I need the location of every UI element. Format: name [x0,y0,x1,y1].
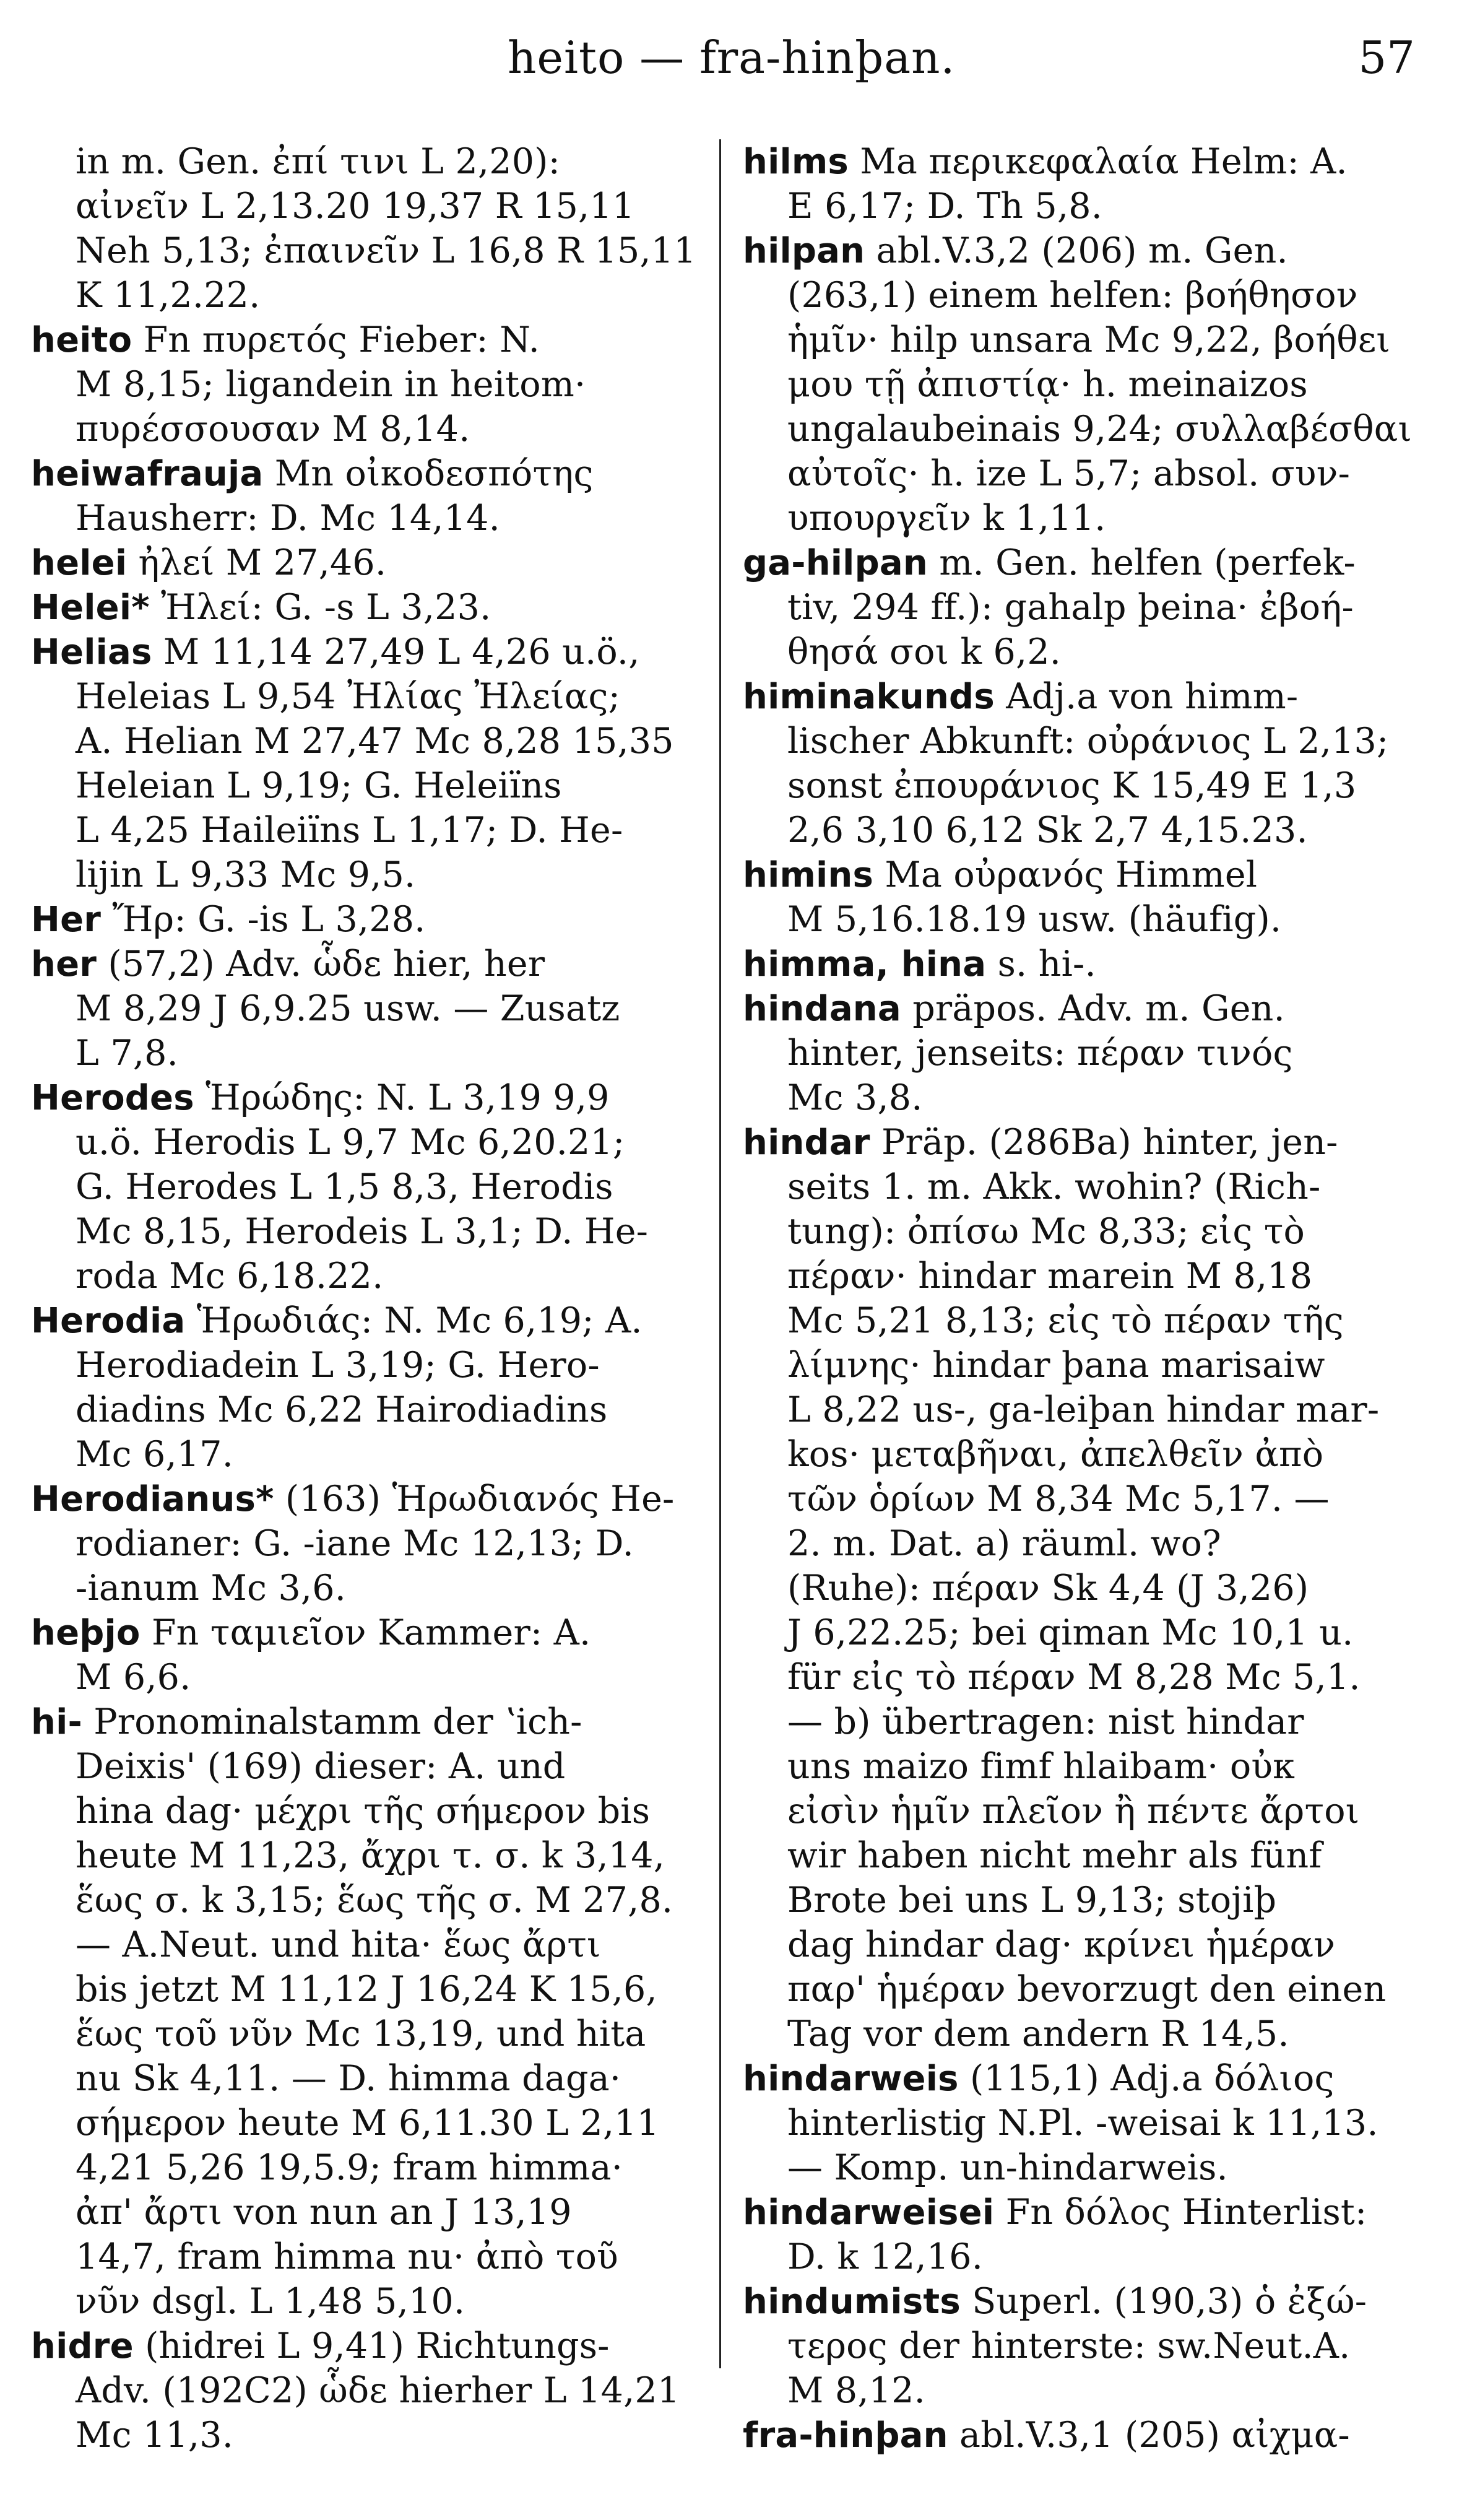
entry-text: ungalaubeinais 9,24; συλλαβέσθαι [787,409,1413,450]
headword: helei [31,543,128,583]
entry-line [31,1254,699,1298]
entry-text: Mc 8,15, Herodeis L 3,1; D. He- [76,1211,649,1252]
entry-text: kos· μεταβῆναι, ἀπελθεῖν ἀπὸ [787,1434,1324,1475]
entry-line [743,719,1442,763]
column-divider [719,139,721,2368]
entry-headline [31,451,699,496]
entry-line [743,763,1442,808]
entry-line [743,897,1442,942]
entry-text: Heleias L 9,54 Ἠλίας Ἠλείας; [76,676,620,717]
entry-line [31,2101,699,2145]
entry-text: hina dag· μέχρι τῆς σήμερον bis [76,1791,651,1831]
entry-line [743,1610,1442,1655]
entry-text: μου τῇ ἀπιστίᾳ· h. meinaizos [787,364,1308,405]
entry-text: M 6,6. [76,1657,191,1698]
entry-line [743,1031,1442,1075]
entry-headline [743,2056,1442,2101]
entry-line [743,1967,1442,2012]
entry-text: lischer Abkunft: οὐράνιος L 2,13; [787,721,1389,762]
entry-line [31,763,699,808]
entry-text: M 5,16.18.19 usw. (häufig). [787,899,1282,940]
headword: hilpan [743,231,865,271]
entry-headline [31,2324,699,2368]
entry-headline [743,853,1442,897]
entry-headline [743,674,1442,719]
entry-text: (163) Ἡρωδιανός He- [274,1479,675,1519]
entry-headline [31,585,699,630]
right-column [743,139,1442,2457]
entry-headline [743,2279,1442,2324]
headword: Helei* [31,588,150,628]
entry-text: sonst ἐπουράνιος K 15,49 E 1,3 [787,765,1357,806]
entry-line [743,1075,1442,1120]
entry-text: A. Helian M 27,47 Mc 8,28 15,35 [76,721,674,762]
entry-text: — Komp. un-hindarweis. [787,2147,1228,2188]
entry-text: ἡμῖν· hilp unsara Mc 9,22, βοήθει [787,319,1390,360]
entry-text: diadins Mc 6,22 Hairodiadins [76,1389,608,1430]
entry-line [743,2012,1442,2056]
entry-line [31,2235,699,2279]
entry-line [743,1388,1442,1432]
entry-line [743,1209,1442,1254]
running-head [0,30,1467,85]
entry-text: Mc 6,17. [76,1434,234,1475]
entry-line [743,1789,1442,1833]
entry-headline [31,318,699,362]
entry-text: Ἠλεί: G. -s L 3,23. [149,587,491,628]
entry-line [743,1521,1442,1566]
entry-text: J 6,22.25; bei qiman Mc 10,1 u. [787,1612,1354,1653]
headword: hilms [743,142,849,182]
headword: Herodes [31,1078,194,1118]
entry-line [743,318,1442,362]
entry-text: πυρέσσουσαν M 8,14. [76,409,470,450]
entry-line [743,2145,1442,2190]
entry-text: πέραν· hindar marein M 8,18 [787,1256,1313,1297]
entry-line [743,585,1442,630]
entry-text: νῦν dsgl. L 1,48 5,10. [76,2281,465,2322]
headword: hindumists [743,2282,961,2322]
entry-line [743,273,1442,318]
entry-headline [31,1700,699,1744]
entry-line [743,1700,1442,1744]
entry-text: Tag vor dem andern R 14,5. [787,2014,1289,2054]
entry-line [31,674,699,719]
entry-text: M 11,14 27,49 L 4,26 u.ö., [152,632,640,672]
entry-text: Präp. (286Ba) hinter, jen- [870,1122,1338,1163]
entry-text: Ἡρώδης: N. L 3,19 9,9 [194,1077,610,1118]
entry-text: -ianum Mc 3,6. [76,1568,347,1609]
entry-text: Adj.a von himm- [994,676,1299,717]
headword: hi- [31,1702,82,1742]
entry-headline [31,1610,699,1655]
entry-text: M 8,29 J 6,9.25 usw. — Zusatz [76,988,620,1029]
entry-headline [31,541,699,585]
entry-headline [743,1120,1442,1165]
entry-headline [743,139,1442,184]
entry-text: αἰνεῖν L 2,13.20 19,37 R 15,11 [76,186,635,227]
entry-text: 14,7, fram himma nu· ἀπὸ τοῦ [76,2236,618,2277]
entry-line [743,1566,1442,1610]
entry-text: Ma οὐρανός Himmel [873,854,1258,895]
entry-line [31,496,699,541]
entry-text: s. hi-. [986,944,1096,984]
entry-headline [31,897,699,942]
entry-text: L 8,22 us-, ga-leiþan hindar mar- [787,1389,1380,1430]
entry-text: ἕως σ. k 3,15; ἕως τῆς σ. M 27,8. [76,1880,673,1921]
entry-line [31,1789,699,1833]
left-column [31,139,699,2457]
entry-line [743,184,1442,228]
entry-line [31,1923,699,1967]
entry-text: präpos. Adv. m. Gen. [901,988,1285,1029]
headword: her [31,944,97,984]
entry-text: — b) übertragen: nist hindar [787,1701,1304,1742]
entry-text: Neh 5,13; ἐπαινεῖν L 16,8 R 15,11 [76,230,696,271]
entry-line [31,808,699,853]
entry-line [31,2279,699,2324]
entry-text: Mc 3,8. [787,1077,923,1118]
entry-line [743,1477,1442,1521]
entry-line [743,1923,1442,1967]
entry-line [31,1566,699,1610]
entry-line [31,1165,699,1209]
entry-text: Heleian L 9,19; G. Heleiïns [76,765,562,806]
entry-text: Ἤρ: G. -is L 3,28. [101,899,426,940]
entry-text: hinter, jenseits: πέραν τινός [787,1033,1293,1074]
entry-line [31,1432,699,1477]
entry-text: λίμνης· hindar þana marisaiw [787,1345,1325,1386]
entry-text: Deixis' (169) dieser: A. und [76,1746,566,1787]
entry-line [31,362,699,407]
entry-line [31,184,699,228]
entry-line [31,1343,699,1388]
entry-line [743,407,1442,451]
entry-line [743,2368,1442,2413]
headword: himinakunds [743,677,995,717]
entry-line [743,1343,1442,1388]
entry-line [31,1744,699,1789]
entry-text: 2,6 3,10 6,12 Sk 2,7 4,15.23. [787,810,1308,851]
entry-line [31,2190,699,2235]
entry-line [31,407,699,451]
entry-line [31,1120,699,1165]
entry-text: in m. Gen. ἐπί τινι L 2,20): [76,141,561,182]
entry-text: tung): ὀπίσω Mc 8,33; εἰς τὸ [787,1211,1305,1252]
entry-line [743,1432,1442,1477]
entry-text: abl.V.3,1 (205) αἰχμα- [948,2415,1350,2456]
entry-text: bis jetzt M 11,12 J 16,24 K 15,6, [76,1969,657,2010]
entry-line [31,2413,699,2457]
entry-line [743,808,1442,853]
entry-line [743,630,1442,674]
entry-text: 2. m. Dat. a) räuml. wo? [787,1523,1221,1564]
entry-line [31,1878,699,1923]
entry-text: nu Sk 4,11. — D. himma daga· [76,2058,621,2099]
entry-line [31,2368,699,2413]
entry-text: Hausherr: D. Mc 14,14. [76,498,500,539]
entry-text: (Ruhe): πέραν Sk 4,4 (J 3,26) [787,1568,1309,1609]
entry-text: m. Gen. helfen (perfek- [927,542,1356,583]
entry-text: uns maizo fimf hlaibam· οὐκ [787,1746,1296,1787]
entry-line [743,1744,1442,1789]
entry-text: Ἡρωδιάς: N. Mc 6,19; A. [185,1300,643,1341]
entry-text: Mn οἰκοδεσπότης [263,453,594,494]
headword: hindana [743,989,901,1029]
entry-text: L 7,8. [76,1033,178,1074]
entry-line [31,139,699,184]
entry-line [743,1878,1442,1923]
headword: himma, hina [743,944,987,984]
headword: fra-hinþan [743,2415,948,2456]
headword: ga-hilpan [743,543,928,583]
entry-line [31,719,699,763]
entry-line [743,451,1442,496]
entry-headline [31,630,699,674]
page-number: 57 [1358,32,1415,84]
entry-headline [31,942,699,986]
entry-line [31,1209,699,1254]
entry-text: Fn δόλος Hinterlist: [994,2192,1367,2233]
entry-text: Brote bei uns L 9,13; stojiþ [787,1880,1277,1921]
entry-text: G. Herodes L 1,5 8,3, Herodis [76,1167,613,1207]
entry-text: θησά σοι k 6,2. [787,632,1062,672]
entry-headline [743,2190,1442,2235]
entry-line [743,1254,1442,1298]
headword: hindarweis [743,2059,959,2099]
entry-text: (115,1) Adj.a δόλιος [958,2058,1335,2099]
entry-headline [743,986,1442,1031]
entry-text: παρ' ἡμέραν bevorzugt den einen [787,1969,1387,2010]
entry-line [743,2235,1442,2279]
page-title: heito — fra-hinþan. [508,32,956,84]
headword: himins [743,855,874,895]
entry-text: lijin L 9,33 Mc 9,5. [76,854,416,895]
entry-line [31,853,699,897]
entry-text: u.ö. Herodis L 9,7 Mc 6,20.21; [76,1122,625,1163]
headword: heito [31,320,132,360]
entry-text: M 8,12. [787,2370,925,2411]
entry-text: (263,1) einem helfen: βοήθησον [787,275,1358,316]
entry-text: υπουργεῖν k 1,11. [787,498,1106,539]
entry-headline [743,541,1442,585]
entry-headline [743,2413,1442,2457]
headword: heþjo [31,1613,141,1653]
entry-text: Fn πυρετός Fieber: N. [132,319,540,360]
entry-text: Herodiadein L 3,19; G. Hero- [76,1345,600,1386]
entry-line [743,1298,1442,1343]
headword: Her [31,900,102,940]
entry-line [743,362,1442,407]
headword: hindar [743,1123,870,1163]
entry-headline [743,942,1442,986]
entry-text: (57,2) Adv. ὧδε hier, her [97,944,545,984]
entry-line [31,1967,699,2012]
entry-line [31,1655,699,1700]
headword: hidre [31,2326,134,2366]
entry-text: Mc 11,3. [76,2415,234,2456]
entry-text: εἰσὶν ἡμῖν πλεῖον ἢ πέντε ἄρτοι [787,1791,1360,1831]
entry-text: Ma περικεφαλαία Helm: A. [848,141,1348,182]
entry-text: Mc 5,21 8,13; εἰς τὸ πέραν τῆς [787,1300,1344,1341]
entry-text: K 11,2.22. [76,275,261,316]
entry-line [31,1388,699,1432]
entry-text: L 4,25 Haileiïns L 1,17; D. He- [76,810,623,851]
entry-headline [31,1075,699,1120]
entry-text: für εἰς τὸ πέραν M 8,28 Mc 5,1. [787,1657,1361,1698]
entry-headline [31,1477,699,1521]
entry-text: τῶν ὁρίων M 8,34 Mc 5,17. — [787,1479,1330,1519]
entry-line [31,2145,699,2190]
entry-text: — A.Neut. und hita· ἕως ἄρτι [76,1924,601,1965]
entry-line [31,1031,699,1075]
entry-line [31,273,699,318]
entry-line [31,986,699,1031]
headword: Herodia [31,1301,186,1341]
entry-line [743,2101,1442,2145]
entry-headline [31,1298,699,1343]
entry-text: rodianer: G. -iane Mc 12,13; D. [76,1523,634,1564]
entry-text: wir haben nicht mehr als fünf [787,1835,1322,1876]
entry-text: ἕως τοῦ νῦν Mc 13,19, und hita [76,2014,646,2054]
headword: heiwafrauja [31,454,264,494]
entry-text: abl.V.3,2 (206) m. Gen. [865,230,1288,271]
entry-text: (hidrei L 9,41) Richtungs- [133,2326,610,2366]
entry-text: τερος der hinterste: sw.Neut.A. [787,2326,1351,2366]
entry-text: tiv, 294 ff.): gahalp þeina· ἐβοή- [787,587,1354,628]
entry-headline [743,228,1442,273]
entry-line [31,2056,699,2101]
entry-text: ἠλεί M 27,46. [127,542,387,583]
entry-line [743,1165,1442,1209]
entry-text: Adv. (192C2) ὧδε hierher L 14,21 [76,2370,680,2411]
entry-text: Fn ταμιεῖον Kammer: A. [140,1612,591,1653]
entry-line [31,1521,699,1566]
entry-text: Superl. (190,3) ὁ ἐξώ- [960,2281,1367,2322]
headword: hindarweisei [743,2192,995,2233]
entry-text: ἀπ' ἄρτι von nun an J 13,19 [76,2192,572,2233]
entry-text: hinterlistig N.Pl. -weisai k 11,13. [787,2103,1378,2144]
entry-line [743,496,1442,541]
entry-line [31,2012,699,2056]
entry-text: dag hindar dag· κρίνει ἡμέραν [787,1924,1336,1965]
entry-text: D. k 12,16. [787,2236,984,2277]
entry-text: roda Mc 6,18.22. [76,1256,384,1297]
entry-line [31,228,699,273]
entry-text: 4,21 5,26 19,5.9; fram himma· [76,2147,623,2188]
entry-text: Pronominalstamm der ʽich- [82,1701,582,1742]
headword: Herodianus* [31,1479,274,1519]
entry-line [743,2324,1442,2368]
entry-text: σήμερον heute M 6,11.30 L 2,11 [76,2103,660,2144]
entry-line [743,1833,1442,1878]
headword: Helias [31,632,152,672]
entry-text: seits 1. m. Akk. wohin? (Rich- [787,1167,1321,1207]
entry-text: E 6,17; D. Th 5,8. [787,186,1103,227]
entry-line [743,1655,1442,1700]
entry-text: αὐτοῖς· h. ize L 5,7; absol. συν- [787,453,1351,494]
entry-text: M 8,15; ligandein in heitom· [76,364,586,405]
entry-text: heute M 11,23, ἄχρι τ. σ. k 3,14, [76,1835,665,1876]
entry-line [31,1833,699,1878]
